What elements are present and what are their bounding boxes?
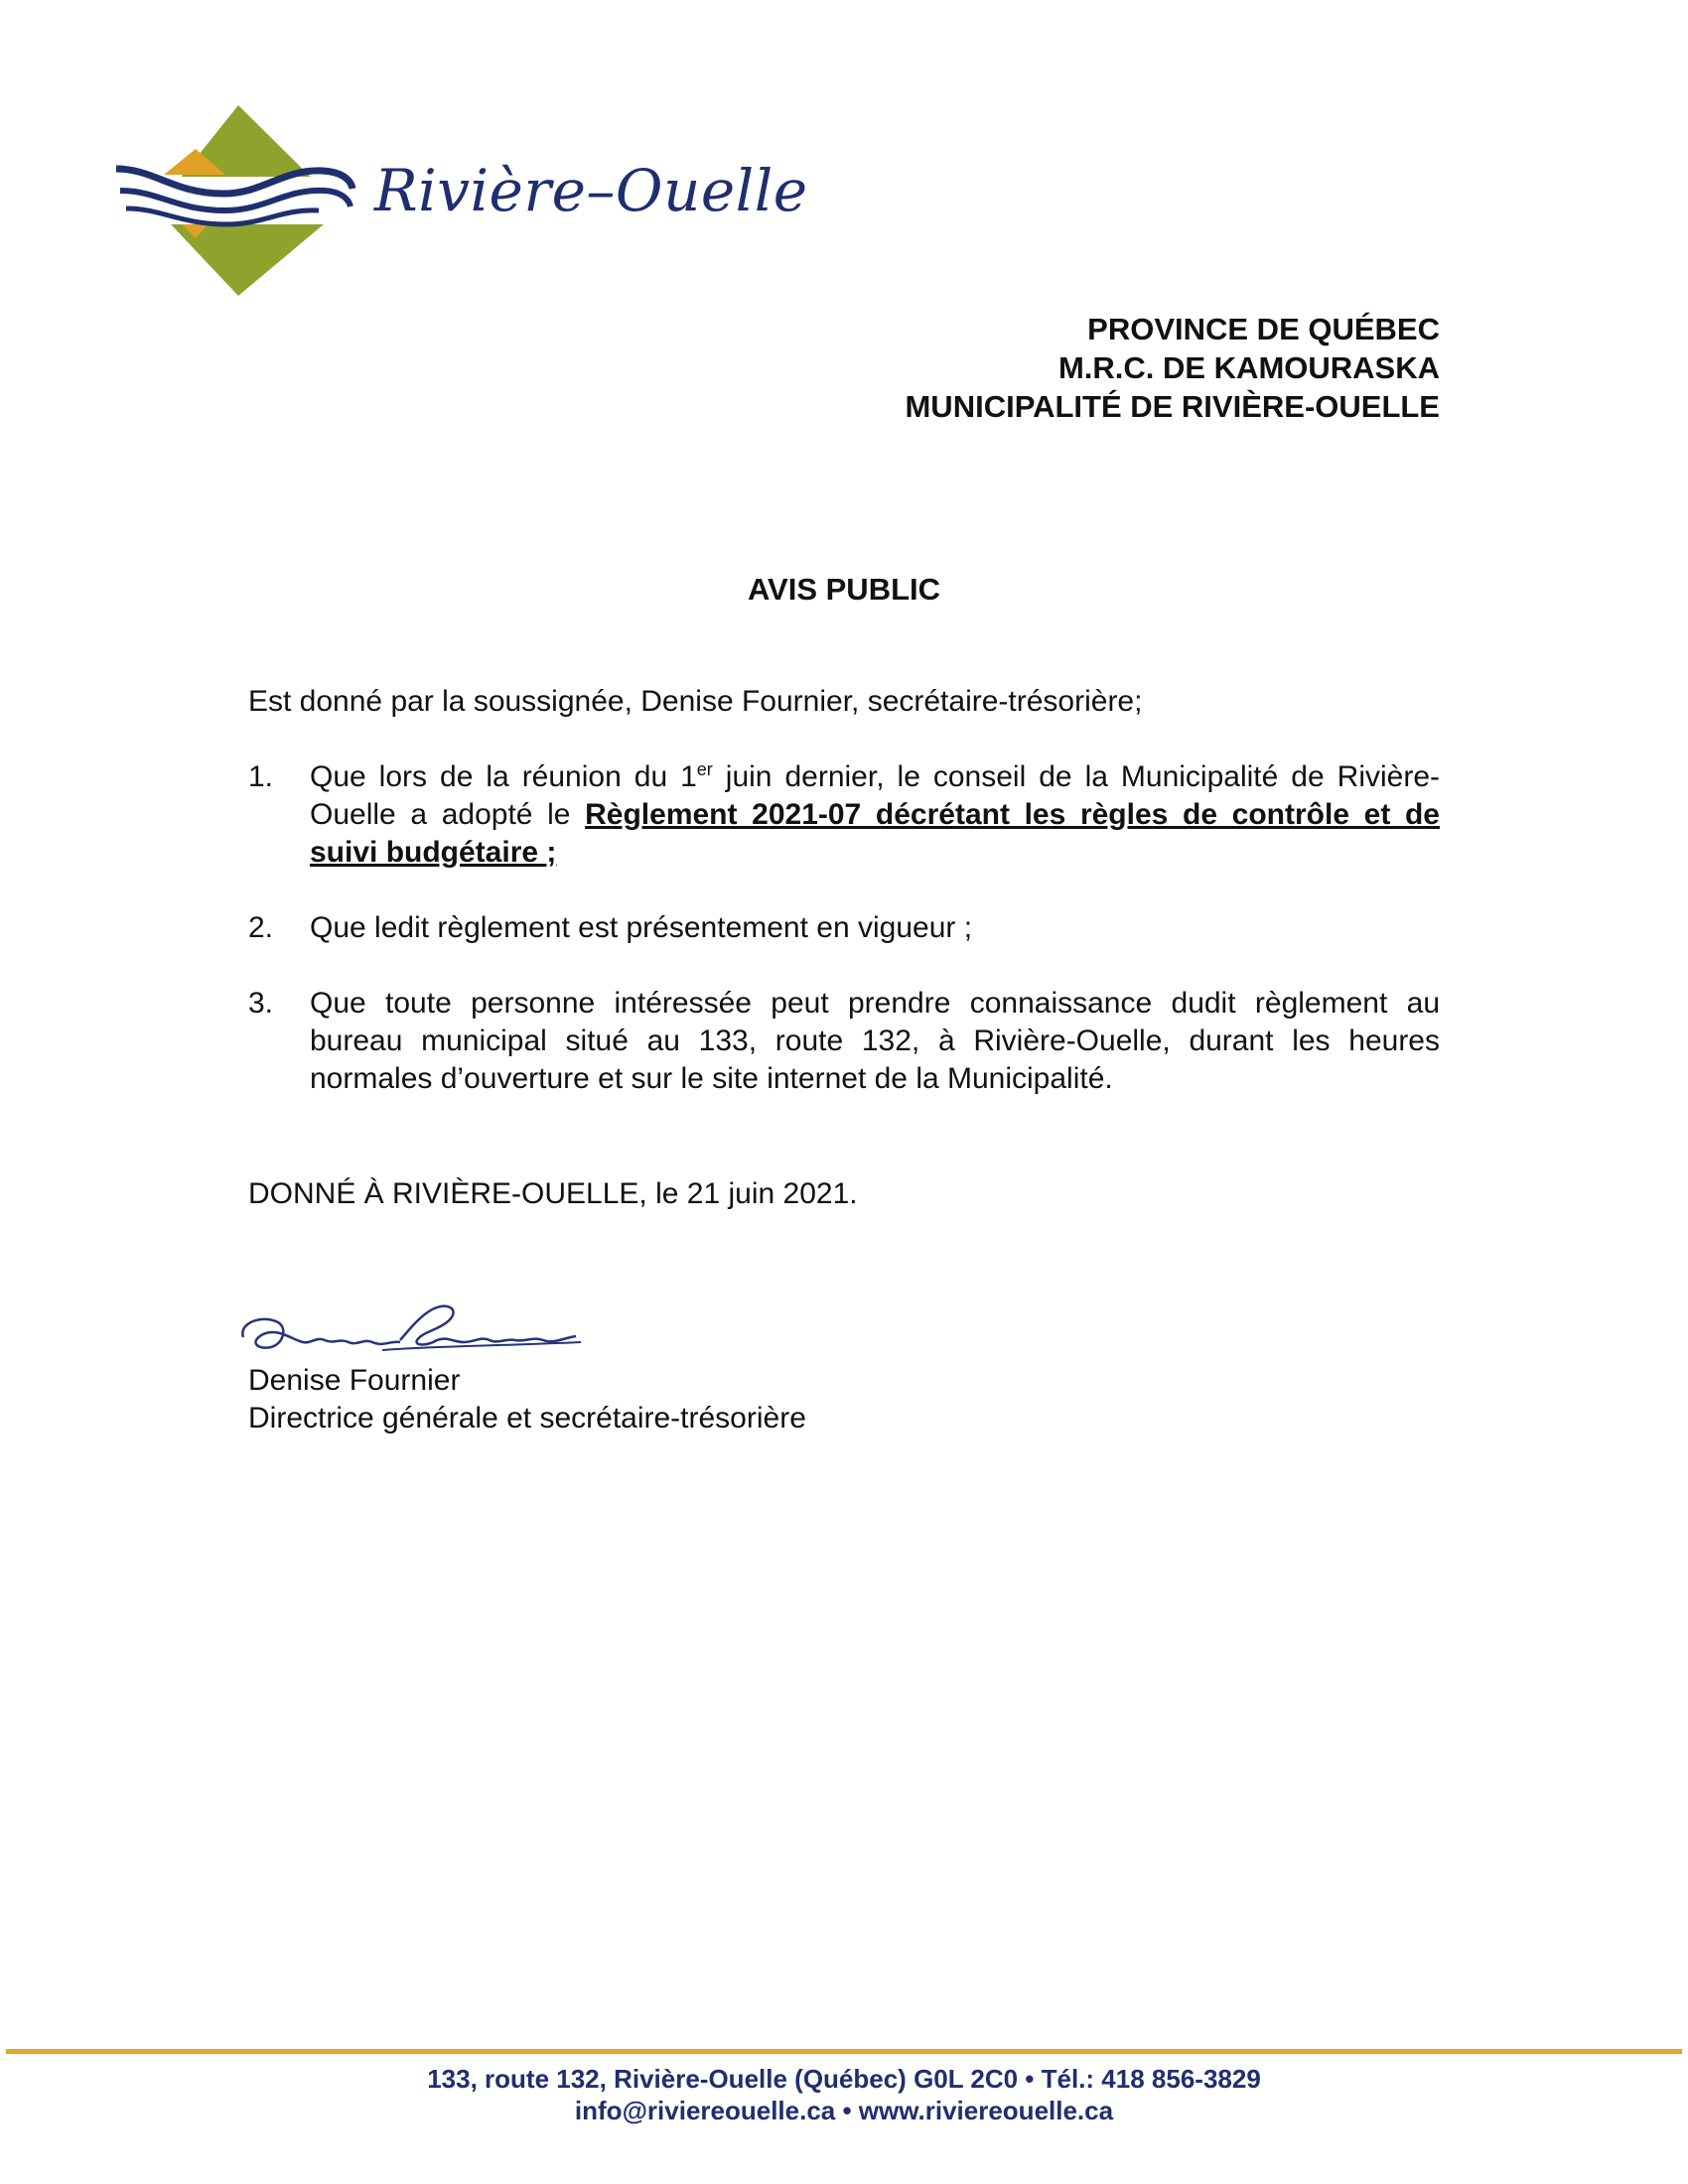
signatory-title: Directrice générale et secrétaire-trésorière [248,1402,806,1434]
list-item [248,909,1440,947]
item-number: 2. [248,911,274,944]
jurisdiction-header [905,310,1440,426]
list-item [248,985,1440,1098]
municipality-logo [114,99,808,298]
footer-contact [0,2063,1688,2126]
header-mrc: M.R.C. DE KAMOURASKA [1057,350,1440,385]
logo-wordmark: Rivière–Ouelle [374,157,808,224]
handwritten-signature [233,1293,591,1362]
notice-title: AVIS PUBLIC [747,572,941,607]
list-item [248,758,1440,872]
logo-emblem-icon [114,99,372,298]
header-municipality: MUNICIPALITÉ DE RIVIÈRE-OUELLE [905,389,1440,424]
item-text: Que toute personne intéressée peut prendre connaissance dudit règlement au bureau municipal situé au 133, route 132, à Rivière-Ouelle, durant les heures normales d’ouverture et sur le site internet de la Municipalité. [310,987,1440,1095]
bylaw-reference: Règlement 2021-07 décrétant les règles de contrôle et de suivi budgétaire ; [310,798,1440,869]
footer-web: info@riviereouelle.ca • www.riviereouelle.ca [574,2096,1114,2125]
item-number: 1. [248,760,274,793]
item-text: Que ledit règlement est présentement en vigueur ; [310,911,973,944]
ordinal-superscript: er [696,759,713,779]
signatory-block [248,1362,806,1437]
given-at-date: DONNÉ À RIVIÈRE-OUELLE, le 21 juin 2021. [248,1177,858,1210]
notice-items [248,758,1440,1098]
footer-divider [6,2049,1682,2054]
signatory-name: Denise Fournier [248,1364,461,1397]
header-province: PROVINCE DE QUÉBEC [1087,312,1440,346]
notice-intro: Est donné par la soussignée, Denise Fournier, secrétaire-trésorière; [248,685,1143,718]
footer-address: 133, route 132, Rivière-Ouelle (Québec) G0L 2C0 • Tél.: 418 856-3829 [427,2064,1261,2094]
item-number: 3. [248,987,274,1020]
item-text: Que lors de la réunion du 1er juin dernier, le conseil de la Municipalité de Rivière-Ouelle a adopté le Règlement 2021-07 décrétant les règles de contrôle et de suivi budgétaire ; [310,759,1440,869]
